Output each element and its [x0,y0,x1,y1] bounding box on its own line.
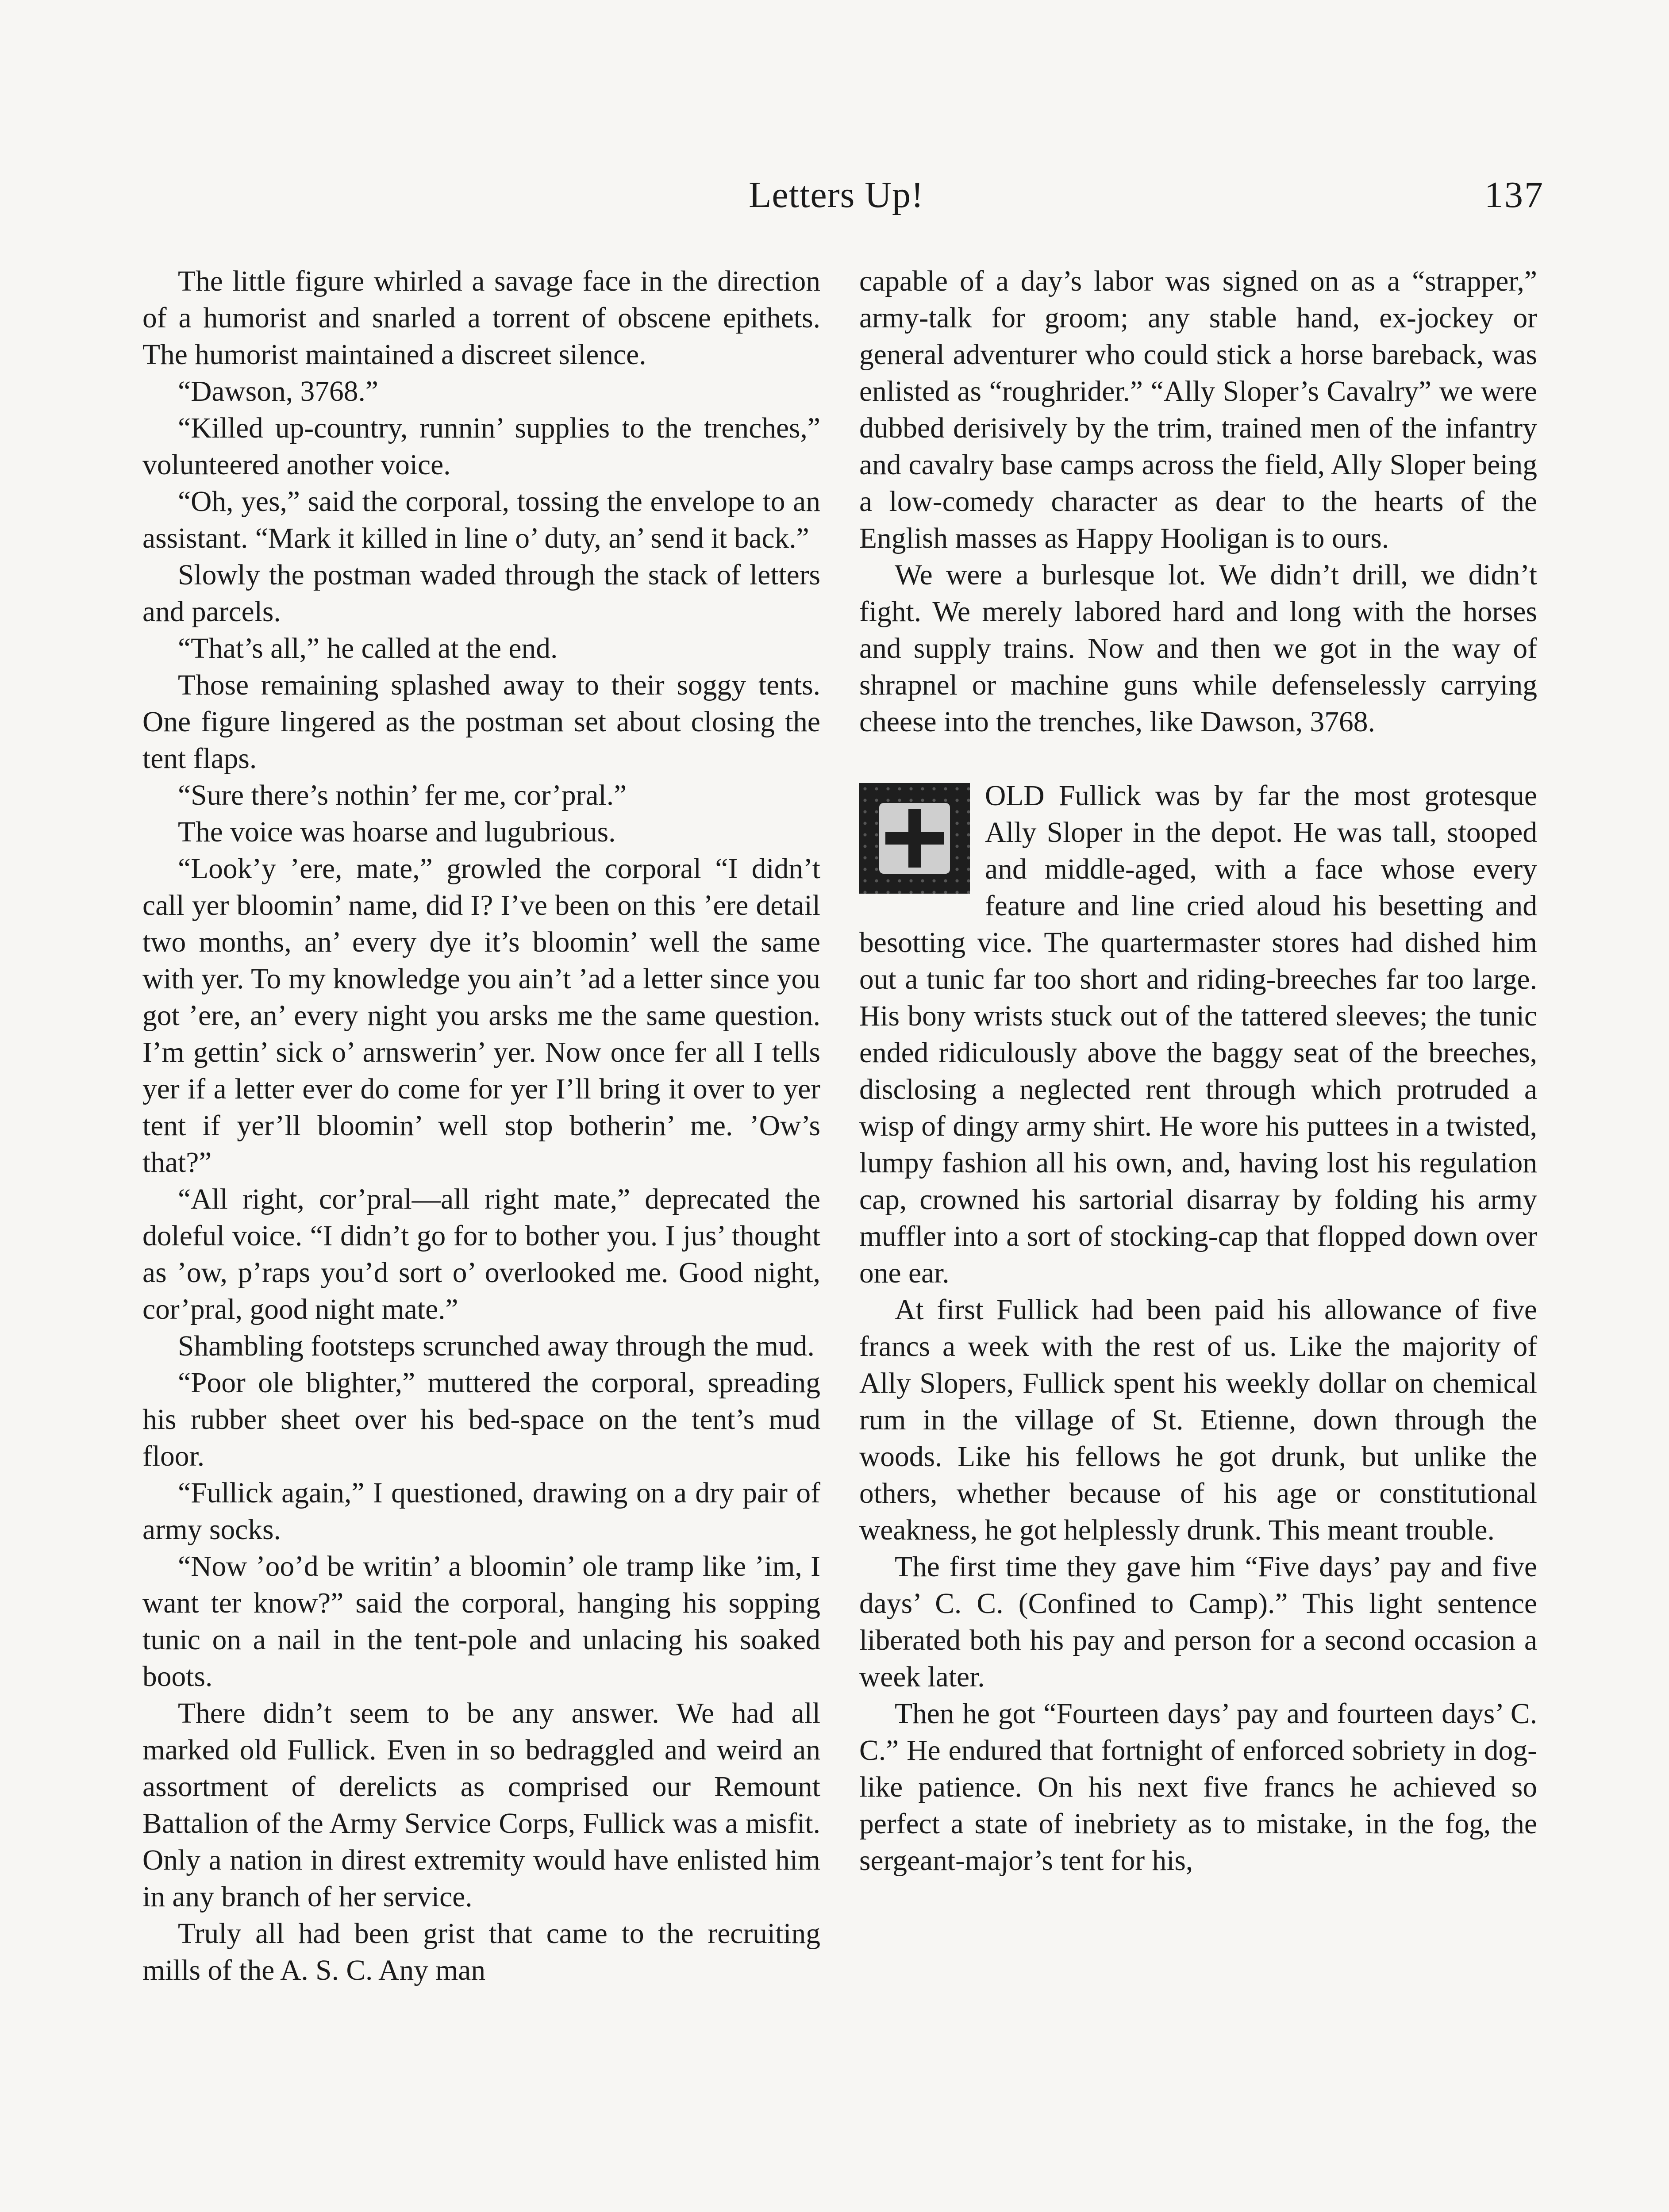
paragraph: The voice was hoarse and lugubrious. [178,816,616,848]
paragraph: “That’s all,” he called at the end. [178,633,558,664]
continued-paragraph: capable of a day’s labor was signed on as a “strapper,” army-talk for groom; any stable hand, ex-jockey or general adventurer who could stick a horse bareback, was enlisted as “roughrider.” “Ally Sloper’s Cavalry” we were dubbed derisively by the trim, trained men of the infantry and cavalry base camps across the field, Ally Sloper being a low-comedy character as dear to the hearts of the English masses as Happy Hooligan is to ours. [859,265,1537,554]
paragraph: “Sure there’s nothin’ fer me, cor’pral.” [178,780,627,811]
paragraph: “Now ’oo’d be writin’ a bloomin’ ole tramp like ’im, I want ter know?” said the corporal, hanging his sopping tunic on a nail in the tent-pole and unlacing his soaked boots. [142,1551,820,1693]
section-opening-paragraph: OLD Fullick was by far the most grotesque Ally Sloper in the depot. He was tall, stooped and middle-aged, with a face whose every feature and line cried aloud his besetting and besotting vice. The quartermaster stores had dished him out a tunic far too short and riding-breeches far too large. His bony wrists stuck out of the tattered sleeves; the tunic ended ridiculously above the baggy seat of the breeches, disclosing a neglected rent through which protruded a wisp of dingy army shirt. He wore his puttees in a twisted, lumpy fashion all his own, and, having lost his regulation cap, crowned his sartorial disarray by folding his army muffler into a sort of stocking-cap that flopped down over one ear. [859,780,1537,1289]
paragraph: “Oh, yes,” said the corporal, tossing the envelope to an assistant. “Mark it killed in line o’ duty, an’ send it back.” [142,486,820,554]
paragraph: The little figure whirled a savage face in the direction of a humorist and snarled a torrent of obscene epithets. The humorist maintained a discreet silence. [142,265,820,371]
paragraph: “All right, cor’pral—all right mate,” deprecated the doleful voice. “I didn’t go for to bother you. I jus’ thought as ’ow, p’raps you’d sort o’ overlooked me. Good night, cor’pral, good night mate.” [142,1183,820,1325]
paragraph: We were a burlesque lot. We didn’t drill, we didn’t fight. We merely labored hard and long with the horses and supply trains. Now and then we got in the way of shrapnel or machine guns while defenselessly carrying cheese into the trenches, like Dawson, 3768. [859,559,1537,738]
paragraph: At first Fullick had been paid his allowance of five francs a week with the rest of us. Like the majority of Ally Slopers, Fullick spent his weekly dollar on chemical rum in the village of St. Etienne, down through the woods. Like his fellows he got drunk, but unlike the others, whether because of his age or constitutional weakness, he got helplessly drunk. This meant trouble. [859,1294,1537,1546]
right-column [859,263,1537,1879]
paragraph: “Poor ole blighter,” muttered the corporal, spreading his rubber sheet over his bed-space on the tent’s mud floor. [142,1367,820,1472]
page-number: 137 [1484,174,1544,215]
paragraph: Those remaining splashed away to their soggy tents. One figure lingered as the postman set about closing the tent flaps. [142,669,820,775]
paragraph: “Killed up-country, runnin’ supplies to the trenches,” volunteered another voice. [142,412,820,481]
paragraph: Then he got “Fourteen days’ pay and fourteen days’ C. C.” He endured that fortnight of enforced sobriety in dog-like patience. On his next five francs he achieved so perfect a state of inebriety as to mistake, in the fog, the sergeant-major’s tent for his, [859,1698,1537,1877]
page-header [128,173,1544,222]
left-column [142,263,820,1989]
section-opening [859,778,1537,1292]
paragraph: Truly all had been grist that came to the recruiting mills of the A. S. C. Any man [142,1918,820,1986]
running-title: Letters Up! [749,174,924,215]
paragraph: “Look’y ’ere, mate,” growled the corporal “I didn’t call yer bloomin’ name, did I? I’ve been on this ’ere detail two months, an’ every dye it’s bloomin’ well the same with yer. To my knowledge you ain’t ’ad a letter since you got ’ere, an’ every night you arsks me the same question. I’m gettin’ sick o’ arnswerin’ yer. Now once fer all I tells yer if a letter ever do come for yer I’ll bring it over to yer tent if yer’ll bloomin’ well stop botherin’ me. ’Ow’s that?” [142,853,820,1179]
cross-ornament-icon [859,783,970,894]
paragraph: There didn’t seem to be any answer. We had all marked old Fullick. Even in so bedraggled and weird an assortment of derelicts as comprised our Remount Battalion of the Army Service Corps, Fullick was a misfit. Only a nation in direst extremity would have enlisted him in any branch of her service. [142,1697,820,1913]
paragraph: Slowly the postman waded through the stack of letters and parcels. [142,559,820,628]
paragraph: Shambling footsteps scrunched away through the mud. [178,1330,815,1362]
paragraph: “Fullick again,” I questioned, drawing on a dry pair of army socks. [142,1477,820,1546]
paragraph: “Dawson, 3768.” [178,376,378,407]
paragraph: The first time they gave him “Five days’ pay and five days’ C. C. (Confined to Camp).” This light sentence liberated both his pay and person for a second occasion a week later. [859,1551,1537,1693]
